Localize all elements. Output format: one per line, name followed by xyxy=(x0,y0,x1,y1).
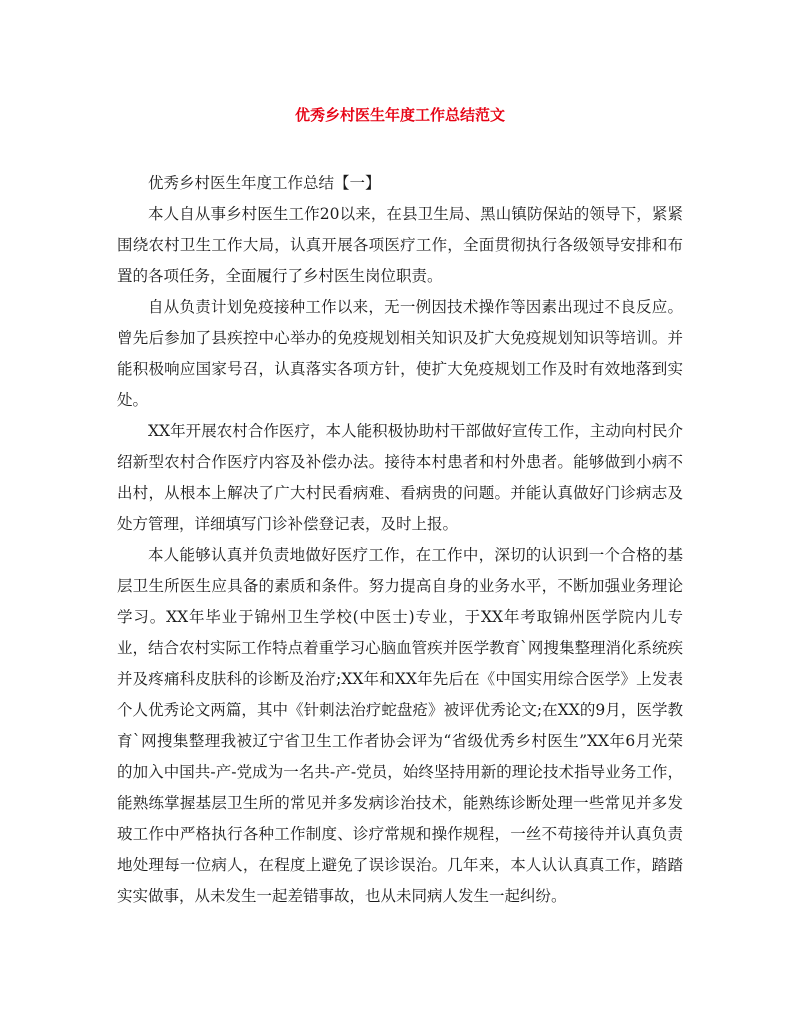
paragraph-2: 自从负责计划免疫接种工作以来，无一例因技术操作等因素出现过不良反应。曾先后参加了县疾控中心举办的免疫规划相关知识及扩大免疫规划知识等培训。并能积极响应国家号召，认真落实各项方针，使扩大免疫规划工作及时有效地落到实处。 xyxy=(117,298,683,409)
paragraph-3: XX年开展农村合作医疗，本人能积极协助村干部做好宣传工作，主动向村民介绍新型农村合作医疗内容及补偿办法。接待本村患者和村外患者。能够做到小病不出村，从根本上解决了广大村民看病难、看病贵的问题。并能认真做好门诊病志及处方管理，详细填写门诊补偿登记表，及时上报。 xyxy=(117,422,683,533)
section-heading: 优秀乡村医生年度工作总结【一】 xyxy=(148,174,381,192)
paragraph-4: 本人能够认真并负责地做好医疗工作，在工作中，深切的认识到一个合格的基层卫生所医生应具备的素质和条件。努力提高自身的业务水平，不断加强业务理论学习。XX年毕业于锦州卫生学校(中医士)专业，于XX年考取锦州医学院内儿专业，结合农村实际工作特点着重学习心脑血管疾并医学教育`网搜集整理消化系统疾并及疼痛科皮肤科的诊断及治疗;XX年和XX年先后在《中国实用综合医学》上发表个人优秀论文两篇，其中《针刺法治疗蛇盘疮》被评优秀论文;在XX的9月，医学教育`网搜集整理我被辽宁省卫生工作者协会评为“省级优秀乡村医生”XX年6月光荣的加入中国共-产-党成为一名共-产-党员，始终坚持用新的理论技术指导业务工作，能熟练掌握基层卫生所的常见并多发病诊治技术，能熟练诊断处理一些常见并多发玻工作中严格执行各种工作制度、诊疗常规和操作规程，一丝不苟接待并认真负责地处理每一位病人，在程度上避免了误诊误治。几年来，本人认认真真工作，踏踏实实做事，从未发生一起差错事故，也从未同病人发生一起纠纷。 xyxy=(117,546,683,905)
paragraph-1: 本人自从事乡村医生工作20以来，在县卫生局、黑山镇防保站的领导下，紧紧围绕农村卫生工作大局，认真开展各项医疗工作，全面贯彻执行各级领导安排和布置的各项任务，全面履行了乡村医生岗位职责。 xyxy=(117,205,683,285)
document-body xyxy=(117,168,683,912)
document-title: 优秀乡村医生年度工作总结范文 xyxy=(294,106,505,124)
